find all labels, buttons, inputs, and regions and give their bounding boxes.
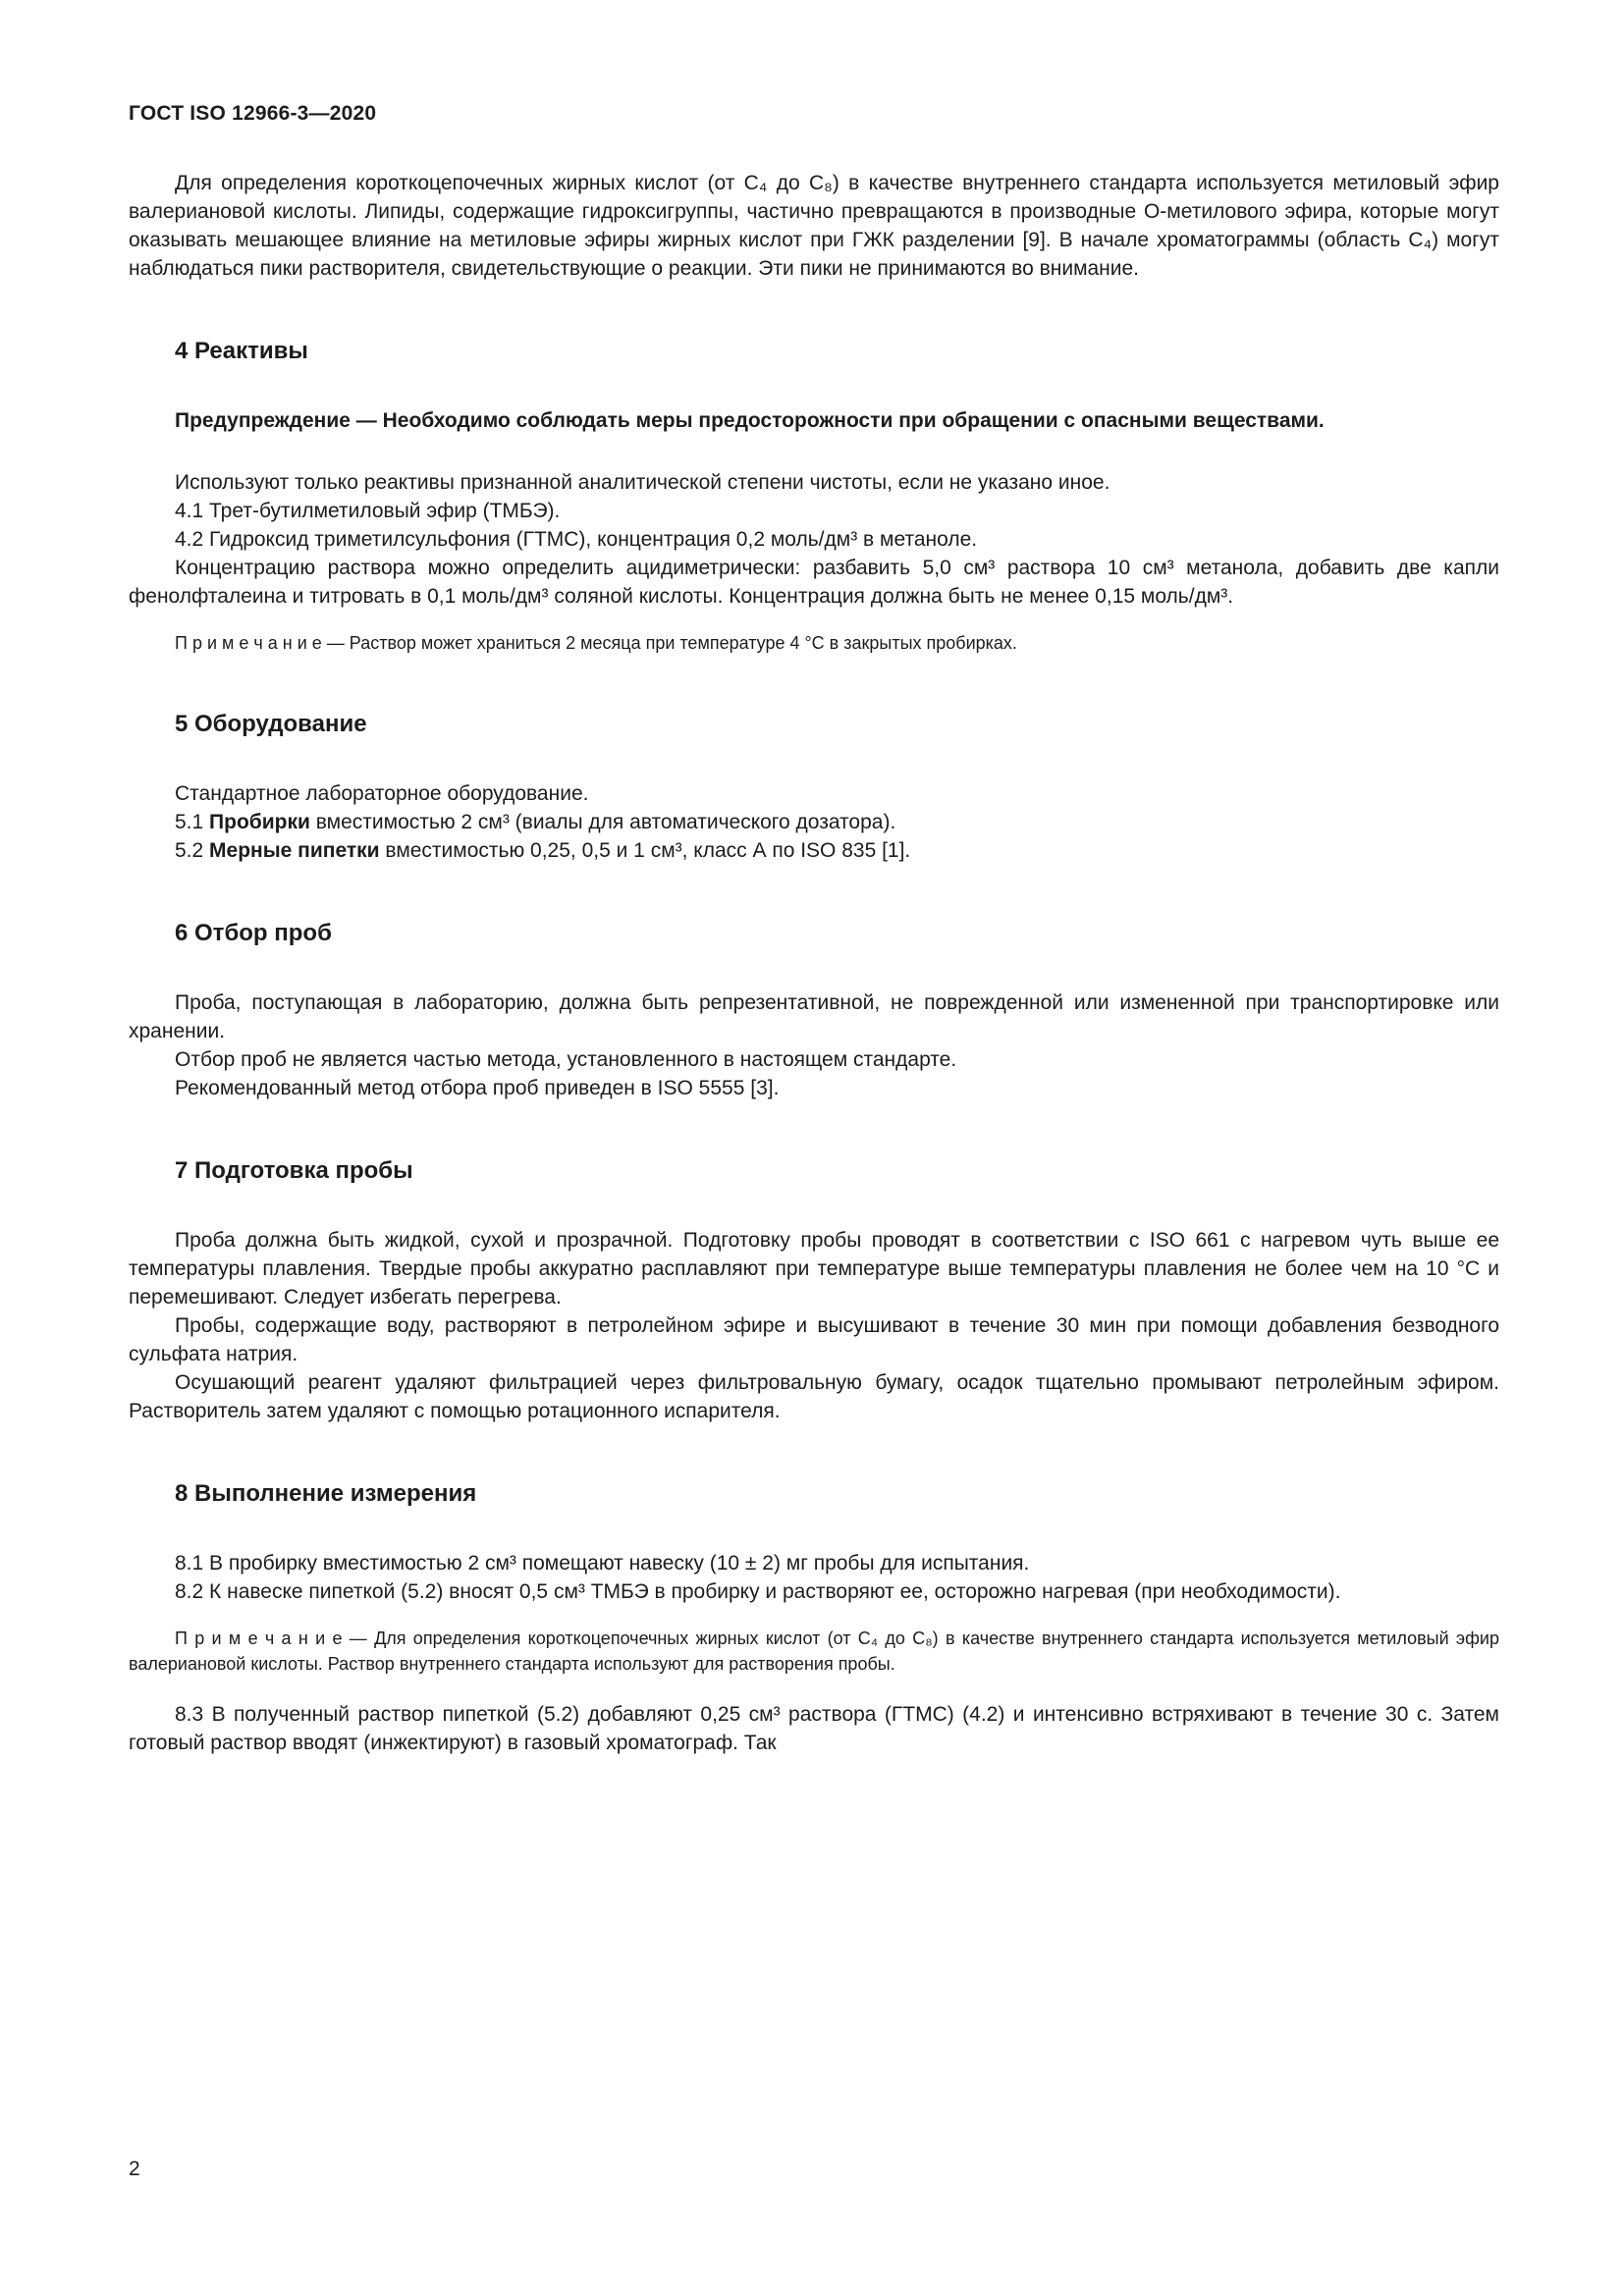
- page-number: 2: [129, 2158, 140, 2180]
- section-7-heading: 7 Подготовка пробы: [175, 1157, 413, 1184]
- reagents-paragraph-2: Концентрацию раствора можно определить ацидиметрически: разбавить 5,0 см³ раствора 10 см³ метанола, добавить две капли фенолфталеина и титровать в 0,1 моль/дм³ соляной кислоты. Концентрация должна быть не менее 0,15 моль/дм³.: [129, 557, 1499, 608]
- measurement-note: П р и м е ч а н и е — Для определения короткоцепочечных жирных кислот (от C₄ до C₈) в качестве внутреннего стандарта используется метиловый эфир валериановой кислоты. Раствор внутреннего стандарта используют для растворения пробы.: [129, 1629, 1499, 1674]
- reagents-note: П р и м е ч а н и е — Раствор может храниться 2 месяца при температуре 4 °С в закрытых пробирках.: [175, 633, 1017, 653]
- measurement-item-8-2: 8.2 К навеске пипеткой (5.2) вносят 0,5 см³ ТМБЭ в пробирку и растворяют ее, осторожно нагревая (при необходимости).: [175, 1580, 1341, 1603]
- section-5-heading: 5 Оборудование: [175, 711, 367, 737]
- sampling-paragraph-1: Проба, поступающая в лабораторию, должна быть репрезентативной, не поврежденной или измененной при транспортировке или хранении.: [129, 991, 1499, 1042]
- equipment-paragraph-1: Стандартное лабораторное оборудование.: [175, 782, 589, 805]
- warning-paragraph: Предупреждение — Необходимо соблюдать меры предосторожности при обращении с опасными веществами.: [175, 409, 1325, 432]
- reagents-paragraph-1: Используют только реактивы признанной аналитической степени чистоты, если не указано иное.: [175, 471, 1110, 494]
- equipment-item-5-2: [129, 836, 1499, 865]
- reagents-item-4-2: 4.2 Гидроксид триметилсульфония (ГТМС), концентрация 0,2 моль/дм³ в метаноле.: [175, 528, 978, 551]
- item-term: Мерные пипетки: [209, 839, 380, 862]
- item-term: Пробирки: [209, 811, 310, 833]
- item-text: вместимостью 2 см³ (виалы для автоматического дозатора).: [309, 811, 896, 833]
- preparation-paragraph-1: Проба должна быть жидкой, сухой и прозрачной. Подготовку пробы проводят в соответствии с ISO 661 с нагревом чуть выше ее температуры плавления. Твердые пробы аккуратно расплавляют при температуре выше температуры плавления не более чем на 10 °С и перемешивают. Следует избегать перегрева.: [129, 1229, 1499, 1308]
- sampling-paragraph-2: Отбор проб не является частью метода, установленного в настоящем стандарте.: [175, 1048, 957, 1071]
- preparation-paragraph-2: Пробы, содержащие воду, растворяют в петролейном эфире и высушивают в течение 30 мин при помощи добавления безводного сульфата натрия.: [129, 1314, 1499, 1365]
- preparation-paragraph-3: Осушающий реагент удаляют фильтрацией через фильтровальную бумагу, осадок тщательно промывают петролейным эфиром. Растворитель затем удаляют с помощью ротационного испарителя.: [129, 1371, 1499, 1422]
- section-6-heading: 6 Отбор проб: [175, 920, 332, 946]
- equipment-item-5-1: [129, 808, 1499, 836]
- reagents-item-4-1: 4.1 Трет-бутилметиловый эфир (ТМБЭ).: [175, 500, 561, 522]
- document-page: [129, 102, 1499, 1757]
- document-code: ГОСТ ISO 12966-3—2020: [129, 102, 377, 125]
- measurement-item-8-3: 8.3 В полученный раствор пипеткой (5.2) добавляют 0,25 см³ раствора (ГТМС) (4.2) и интенсивно встряхивают в течение 30 с. Затем готовый раствор вводят (инжектируют) в газовый хроматограф. Так: [129, 1703, 1499, 1754]
- section-8-heading: 8 Выполнение измерения: [175, 1480, 477, 1507]
- measurement-item-8-1: 8.1 В пробирку вместимостью 2 см³ помещают навеску (10 ± 2) мг пробы для испытания.: [175, 1552, 1030, 1575]
- intro-paragraph: Для определения короткоцепочечных жирных кислот (от C₄ до C₈) в качестве внутреннего стандарта используется метиловый эфир валериановой кислоты. Липиды, содержащие гидроксигруппы, частично превращаются в производные О-метилового эфира, которые могут оказывать мешающее влияние на метиловые эфиры жирных кислот при ГЖК разделении [9]. В начале хроматограммы (область C₄) могут наблюдаться пики растворителя, свидетельствующие о реакции. Эти пики не принимаются во внимание.: [129, 172, 1499, 280]
- item-text: вместимостью 0,25, 0,5 и 1 см³, класс А по ISO 835 [1].: [379, 839, 911, 862]
- sampling-paragraph-3: Рекомендованный метод отбора проб приведен в ISO 5555 [3].: [175, 1077, 780, 1099]
- item-number: 5.2: [175, 839, 210, 862]
- item-number: 5.1: [175, 811, 210, 833]
- section-4-heading: 4 Реактивы: [175, 338, 308, 364]
